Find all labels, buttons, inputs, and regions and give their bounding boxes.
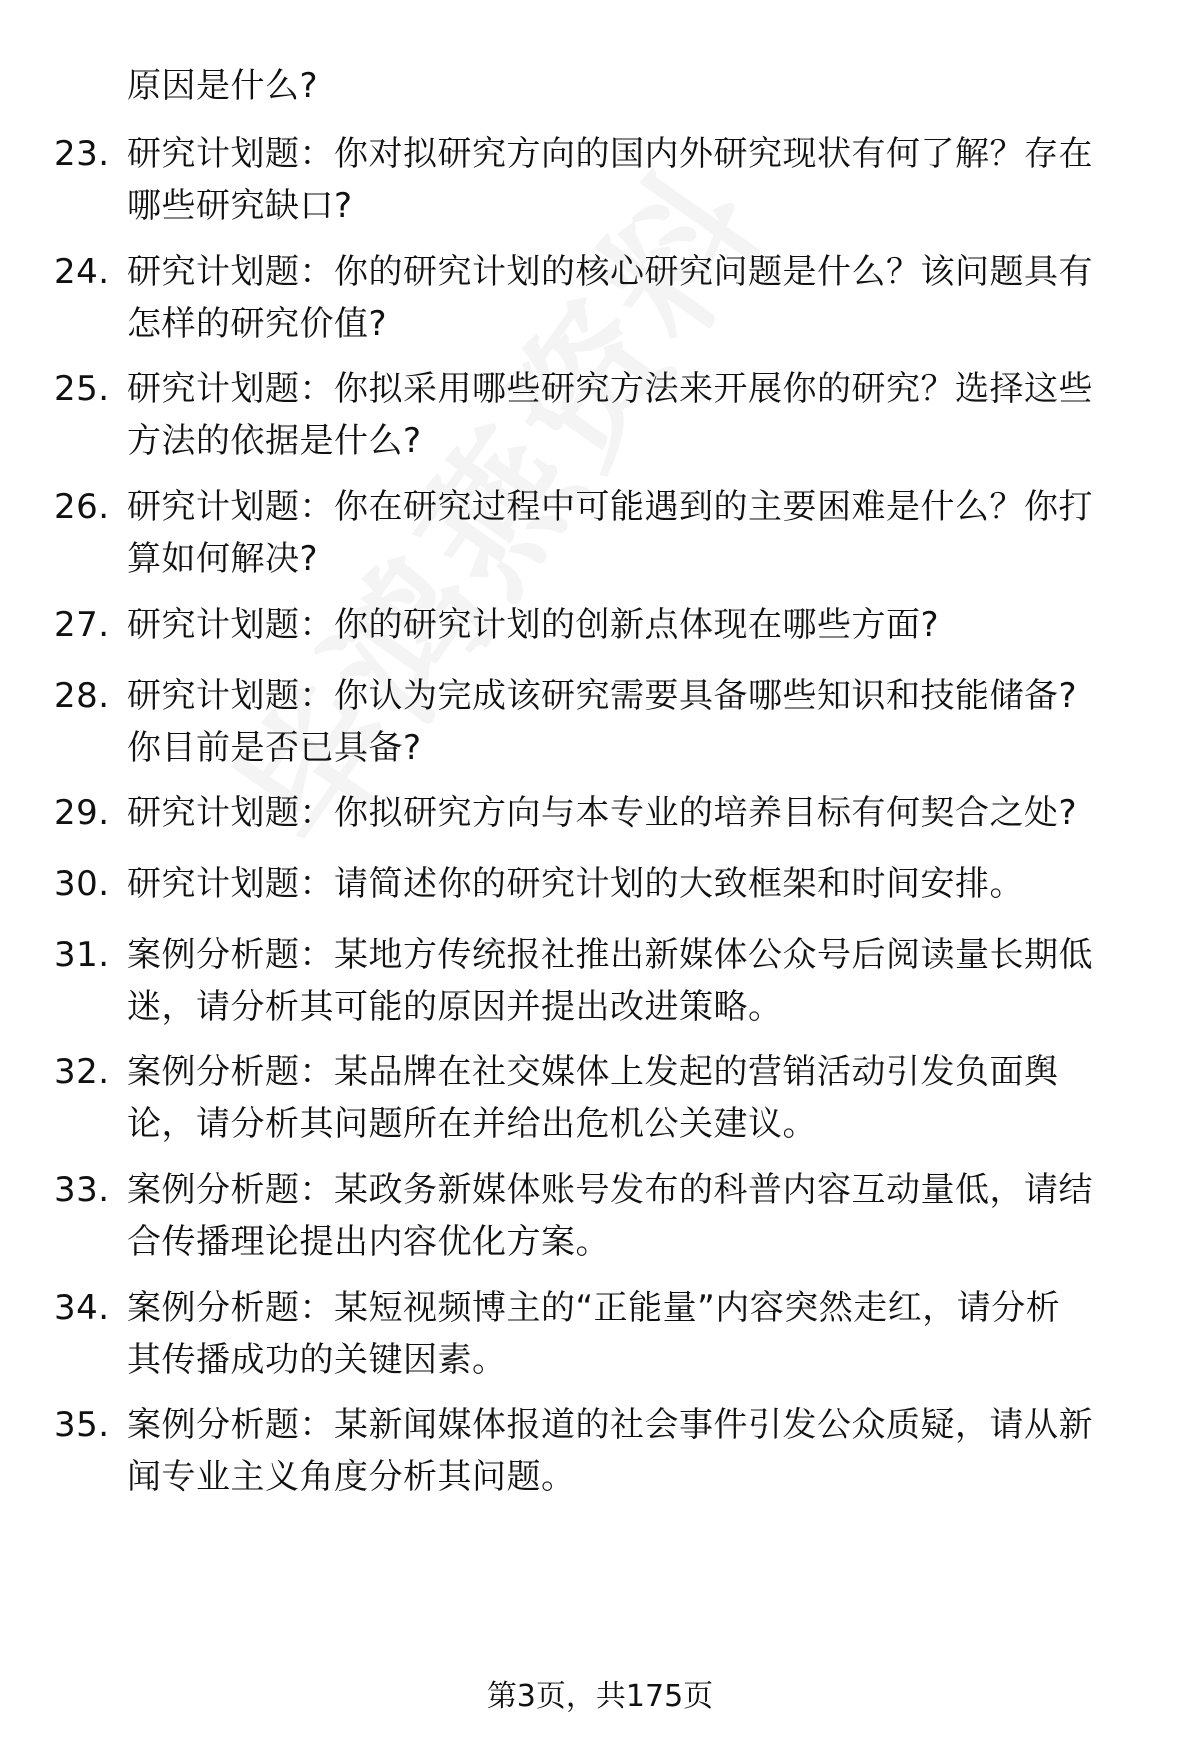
question-text <box>127 1164 1137 1268</box>
question-line-1: 案例分析题：某品牌在社交媒体上发起的营销活动引发负面舆 <box>127 1052 1059 1092</box>
question-text <box>127 1399 1137 1503</box>
question-line-1: 案例分析题：某新闻媒体报道的社会事件引发公众质疑，请从新 <box>127 1405 1093 1445</box>
question-number: 25. <box>54 369 110 409</box>
question-text <box>127 481 1137 585</box>
question-text <box>127 363 1137 467</box>
question-line-2: 其传播成功的关键因素。 <box>127 1340 507 1380</box>
question-line-2: 你目前是否已具备? <box>127 728 422 768</box>
question-line-2: 方法的依据是什么? <box>127 421 422 461</box>
question-line-1: 研究计划题：你的研究计划的创新点体现在哪些方面? <box>127 605 940 645</box>
question-text <box>127 929 1137 1033</box>
question-text <box>127 1046 1137 1150</box>
question-line-2: 哪些研究缺口? <box>127 186 353 226</box>
question-number: 32. <box>54 1052 110 1092</box>
question-text <box>127 1282 1137 1386</box>
question-line-1: 案例分析题：某政务新媒体账号发布的科普内容互动量低，请结 <box>127 1170 1093 1210</box>
question-number: 28. <box>54 676 110 716</box>
question-line-1: 研究计划题：你认为完成该研究需要具备哪些知识和技能储备? <box>127 676 1078 716</box>
question-line-2: 论，请分析其问题所在并给出危机公关建议。 <box>127 1104 817 1144</box>
question-line-2: 闻专业主义角度分析其问题。 <box>127 1457 576 1497</box>
question-text <box>127 128 1137 232</box>
question-number: 23. <box>54 134 110 174</box>
question-number: 29. <box>54 793 110 833</box>
question-line-1: 研究计划题：你拟采用哪些研究方法来开展你的研究？选择这些 <box>127 369 1093 409</box>
question-number: 33. <box>54 1170 110 1210</box>
question-number: 27. <box>54 605 110 645</box>
question-number: 31. <box>54 935 110 975</box>
question-line-1: 研究计划题：请简述你的研究计划的大致框架和时间安排。 <box>127 864 1024 904</box>
question-text <box>127 670 1137 774</box>
question-text <box>127 858 1137 910</box>
question-line-2: 合传播理论提出内容优化方案。 <box>127 1222 610 1262</box>
question-line-1: 案例分析题：某短视频博主的“正能量”内容突然走红，请分析 <box>127 1288 1061 1328</box>
question-line-2: 怎样的研究价值? <box>127 304 388 344</box>
question-text <box>127 599 1137 651</box>
continuation-line: 原因是什么? <box>127 66 319 106</box>
question-line-1: 研究计划题：你拟研究方向与本专业的培养目标有何契合之处? <box>127 793 1078 833</box>
question-text <box>127 787 1137 839</box>
question-line-1: 研究计划题：你在研究过程中可能遇到的主要困难是什么？你打 <box>127 487 1093 527</box>
question-number: 30. <box>54 864 110 904</box>
question-line-1: 案例分析题：某地方传统报社推出新媒体公众号后阅读量长期低 <box>127 935 1093 975</box>
page-footer: 第3页，共175页 <box>486 1679 714 1714</box>
question-line-1: 研究计划题：你的研究计划的核心研究问题是什么？该问题具有 <box>127 252 1093 292</box>
question-number: 26. <box>54 487 110 527</box>
question-line-2: 迷，请分析其可能的原因并提出改进策略。 <box>127 987 783 1027</box>
question-number: 35. <box>54 1405 110 1445</box>
question-number: 34. <box>54 1288 110 1328</box>
question-number: 24. <box>54 252 110 292</box>
question-text <box>127 246 1137 350</box>
question-line-2: 算如何解决? <box>127 539 319 579</box>
question-line-1: 研究计划题：你对拟研究方向的国内外研究现状有何了解？存在 <box>127 134 1093 174</box>
